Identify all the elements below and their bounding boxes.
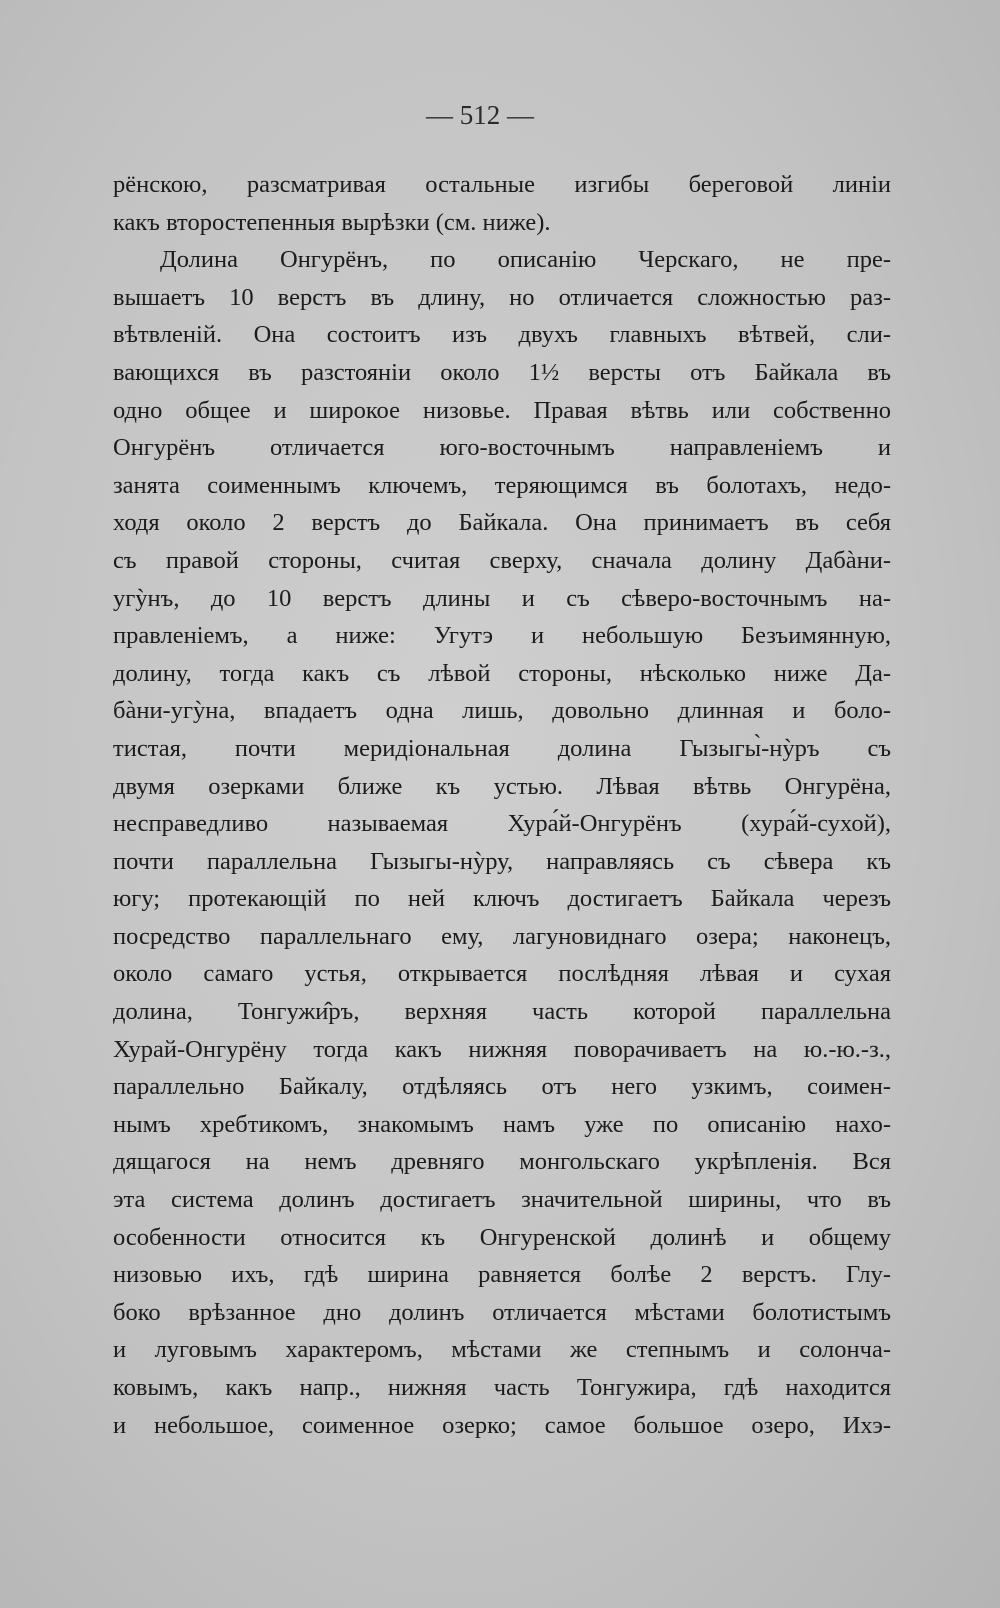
text-line: двумя озерками ближе къ устью. Лѣвая вѣтвь Онгурёна,	[113, 772, 891, 800]
text-line: вѣтвленій. Она состоитъ изъ двухъ главныхъ вѣтвей, сли-	[113, 321, 891, 349]
text-line: тистая, почти меридіональная долина Гызыгы̀-нỳръ съ	[113, 734, 891, 762]
text-line: ходя около 2 верстъ до Байкала. Она принимаетъ въ себя	[113, 509, 891, 537]
text-line: низовью ихъ, гдѣ ширина равняется болѣе 2 верстъ. Глу-	[113, 1261, 891, 1289]
text-line: вающихся въ разстояніи около 1½ версты отъ Байкала въ	[113, 358, 891, 386]
text-line: югу; протекающій по ней ключъ достигаетъ Байкала черезъ	[113, 885, 891, 913]
text-line: съ правой стороны, считая сверху, сначала долину Дабàни-	[113, 546, 891, 574]
text-line: около самаго устья, открывается послѣдняя лѣвая и сухая	[113, 960, 891, 988]
text-line: долина, Тонгужи̂ръ, верхняя часть которой параллельна	[113, 998, 891, 1026]
text-line: какъ второстепенныя вырѣзки (см. ниже).	[113, 208, 551, 236]
text-line: Долина Онгурёнъ, по описанію Черскаго, не пре-	[160, 246, 891, 274]
text-line: одно общее и широкое низовье. Правая вѣтвь или собственно	[113, 396, 891, 424]
body-text	[113, 166, 891, 1444]
text-line: ковымъ, какъ напр., нижняя часть Тонгужира, гдѣ находится	[113, 1374, 891, 1401]
text-line: занята соименнымъ ключемъ, теряющимся въ болотахъ, недо-	[113, 471, 891, 499]
text-line: нымъ хребтикомъ, знакомымъ намъ уже по описанію нахо-	[113, 1110, 891, 1138]
text-line: долину, тогда какъ съ лѣвой стороны, нѣсколько ниже Да-	[113, 659, 891, 687]
text-line: дящагося на немъ древняго монгольскаго укрѣпленія. Вся	[113, 1148, 891, 1176]
text-line: и небольшое, соименное озерко; самое большое озеро, Ихэ-	[113, 1411, 891, 1439]
text-line: и луговымъ характеромъ, мѣстами же степнымъ и солонча-	[113, 1336, 891, 1364]
text-line: параллельно Байкалу, отдѣляясь отъ него узкимъ, соимен-	[113, 1073, 891, 1101]
text-line: вышаетъ 10 верстъ въ длину, но отличается сложностью раз-	[113, 283, 891, 311]
text-line: посредство параллельнаго ему, лагуновиднаго озера; наконецъ,	[113, 922, 891, 950]
text-line: рёнскою, разсматривая остальные изгибы береговой линіи	[113, 171, 891, 198]
text-line: угỳнъ, до 10 верстъ длины и съ сѣверо-восточнымъ на-	[113, 584, 891, 612]
text-line: несправедливо называемая Хура́й-Онгурёнъ (хура́й-сухой),	[113, 810, 891, 838]
text-line: правленіемъ, а ниже: Угутэ и небольшую Безъимянную,	[113, 622, 891, 650]
text-line: эта система долинъ достигаетъ значительной ширины, что въ	[113, 1186, 891, 1214]
page-number: — 512 —	[426, 100, 534, 130]
text-line: бàни-угỳна, впадаетъ одна лишь, довольно длинная и боло-	[113, 697, 891, 725]
text-line: особенности относится къ Онгуренской долинѣ и общему	[113, 1223, 891, 1251]
text-line: Онгурёнъ отличается юго-восточнымъ направленіемъ и	[113, 434, 891, 462]
text-line: боко врѣзанное дно долинъ отличается мѣстами болотистымъ	[113, 1298, 891, 1326]
text-line: Хурай-Онгурёну тогда какъ нижняя поворачиваетъ на ю.-ю.-з.,	[113, 1035, 891, 1063]
text-line: почти параллельна Гызыгы-нỳру, направляясь съ сѣвера къ	[113, 847, 891, 875]
